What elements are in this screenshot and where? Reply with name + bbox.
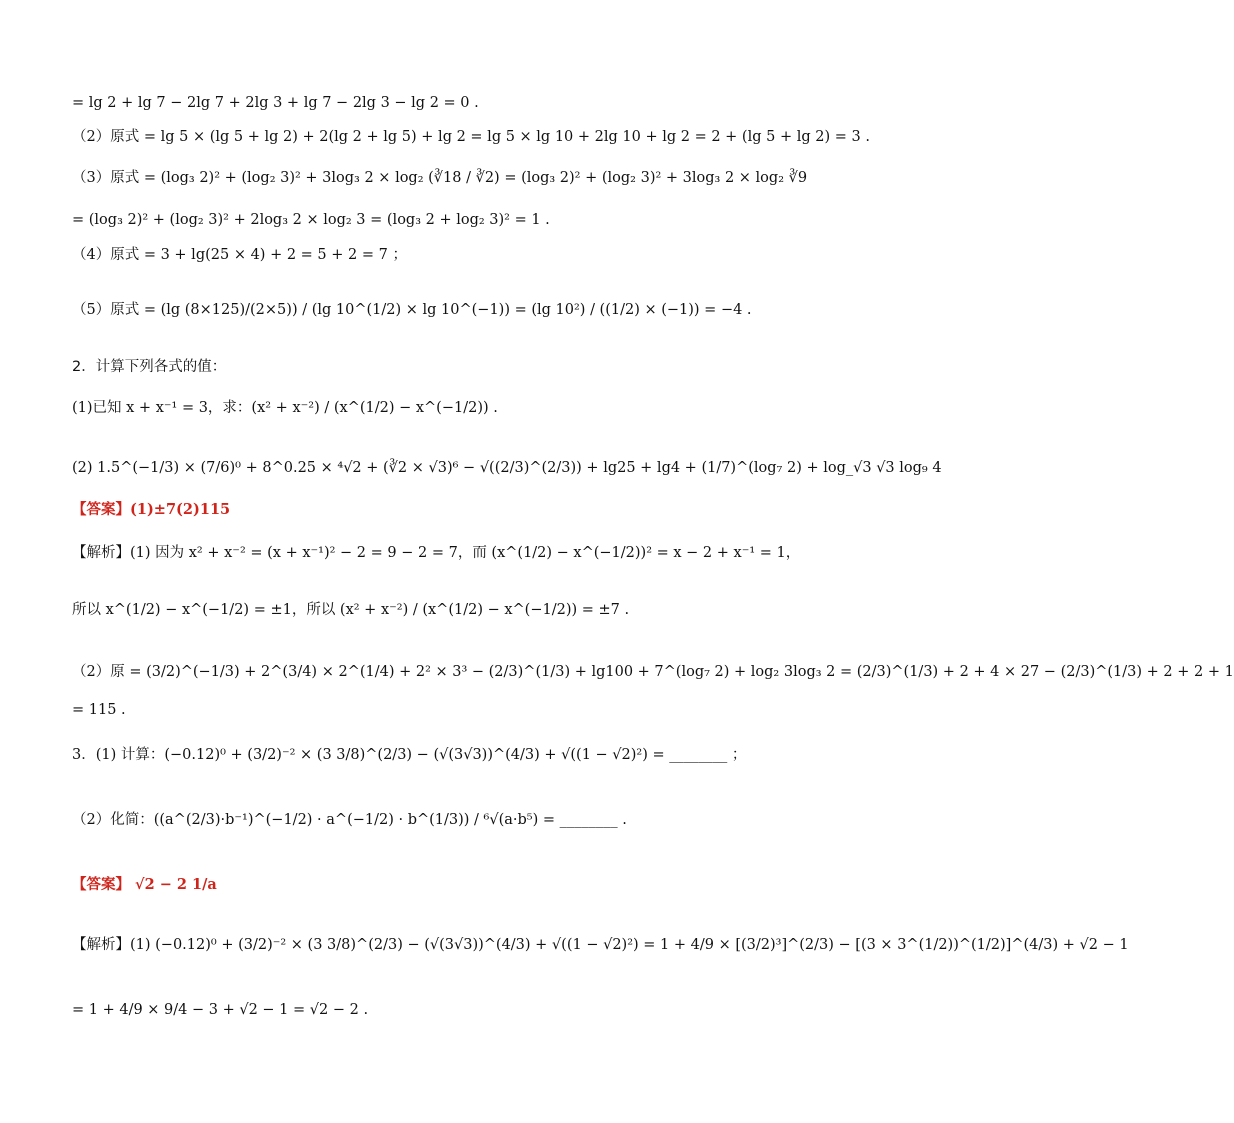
question-3-part-2: （2）化简：((a^(2/3)·b⁻¹)^(−1/2) · a^(−1/2) · b^(1/3)) / ⁶√(a·b⁵) = ________ . [72,812,627,828]
solution-line-1-result: = lg 2 + lg 7 − 2lg 7 + 2lg 3 + lg 7 − 2lg 3 − lg 2 = 0 . [72,95,479,111]
analysis-2-line-1: 【解析】(1) 因为 x² + x⁻² = (x + x⁻¹)² − 2 = 9 − 2 = 7，而 (x^(1/2) − x^(−1/2))² = x − 2 + x⁻¹ = 1， [72,545,801,561]
analysis-3-line-1: 【解析】(1) (−0.12)⁰ + (3/2)⁻² × (3 3/8)^(2/3) − (√(3√3))^(4/3) + √((1 − √2)²) = 1 + 4/9 × [(3/2)³]^(2/3) − [(3 × 3^(1/2))^(1/2)]^(4/3) + √2 − 1 [72,937,1129,953]
solution-line-4: （4）原式 = 3 + lg(25 × 4) + 2 = 5 + 2 = 7 ； [72,247,407,263]
solution-line-3: （3）原式 = (log₃ 2)² + (log₂ 3)² + 3log₃ 2 × log₂ (∛18 / ∛2) = (log₃ 2)² + (log₂ 3)² + 3log₃ 2 × log₂ ∛9 [72,170,808,186]
question-3-part-1: 3．(1) 计算：(−0.12)⁰ + (3/2)⁻² × (3 3/8)^(2/3) − (√(3√3))^(4/3) + √((1 − √2)²) = ________ ； [72,747,747,763]
answer-2: 【答案】(1)±7(2)115 [72,501,231,518]
solution-line-3-cont: = (log₃ 2)² + (log₂ 3)² + 2log₃ 2 × log₂ 3 = (log₃ 2 + log₂ 3)² = 1 . [72,212,550,228]
analysis-3-line-2: = 1 + 4/9 × 9/4 − 3 + √2 − 1 = √2 − 2 . [72,1002,369,1018]
solution-line-5: （5）原式 = (lg (8×125)/(2×5)) / (lg 10^(1/2) × lg 10^(−1)) = (lg 10²) / ((1/2) × (−1)) = −4 . [72,302,752,318]
analysis-2-line-2: 所以 x^(1/2) − x^(−1/2) = ±1，所以 (x² + x⁻²) / (x^(1/2) − x^(−1/2)) = ±7 . [72,602,630,618]
question-2-heading: 2．计算下列各式的值： [72,359,227,375]
question-2-part-2: (2) 1.5^(−1/3) × (7/6)⁰ + 8^0.25 × ⁴√2 + (∛2 × √3)⁶ − √((2/3)^(2/3)) + lg25 + lg4 + (1/7)^(log₇ 2) + log_√3 √3 log₉ 4 [72,460,942,476]
analysis-2-line-3: （2）原 = (3/2)^(−1/3) + 2^(3/4) × 2^(1/4) + 2² × 3³ − (2/3)^(1/3) + lg100 + 7^(log₇ 2) + log₂ 3log₃ 2 = (2/3)^(1/3) + 2 + 4 × 27 − (2/3)^(1/3) + 2 + 2 + 1 [72,664,1234,680]
question-2-part-1: (1)已知 x + x⁻¹ = 3，求：(x² + x⁻²) / (x^(1/2) − x^(−1/2)) . [72,400,498,416]
answer-3: 【答案】 √2 − 2 1/a [72,876,217,893]
solution-line-2: （2）原式 = lg 5 × (lg 5 + lg 2) + 2(lg 2 + lg 5) + lg 2 = lg 5 × lg 10 + 2lg 10 + lg 2 = 2 + (lg 5 + lg 2) = 3 . [72,129,870,145]
analysis-2-line-4: = 115 . [72,702,126,718]
